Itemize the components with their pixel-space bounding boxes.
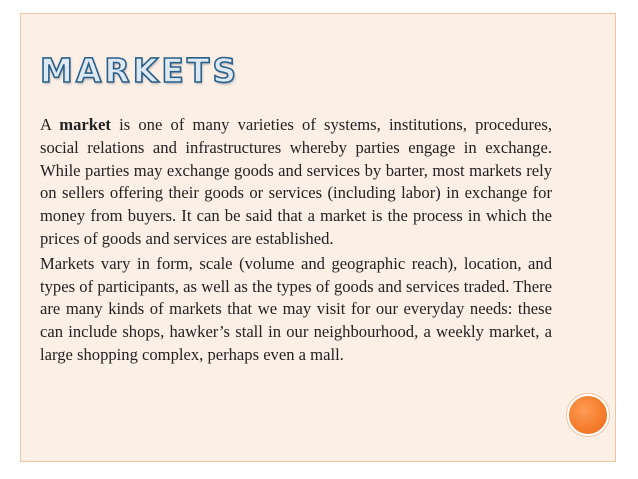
paragraph-2: Markets vary in form, scale (volume and geographic reach), location, and types of participants, as well as the types of goods and services traded. There are many kinds of markets that we may visit for our everyday needs: these can include shops, hawker’s stall in our neighbourhood, a weekly market, a large shopping complex, perhaps even a mall. <box>40 253 552 364</box>
keyword-market: market <box>59 115 111 134</box>
paragraph-1-text: is one of many varieties of systems, institutions, procedures, social relations and infrastructures whereby parties engage in exchange. While parties may exchange goods and services by barter, most markets rely on sellers offering their goods or services (including labor) in exchange for money from buyers. It can be said that a market is the process in which the prices of goods and services are established. <box>40 115 553 248</box>
paragraph-1 <box>40 114 552 251</box>
paragraph-1-lead: A <box>40 115 60 134</box>
slide-body <box>40 114 552 367</box>
slide-title: MARKETS <box>40 51 240 90</box>
orange-circle-decoration <box>567 394 609 436</box>
